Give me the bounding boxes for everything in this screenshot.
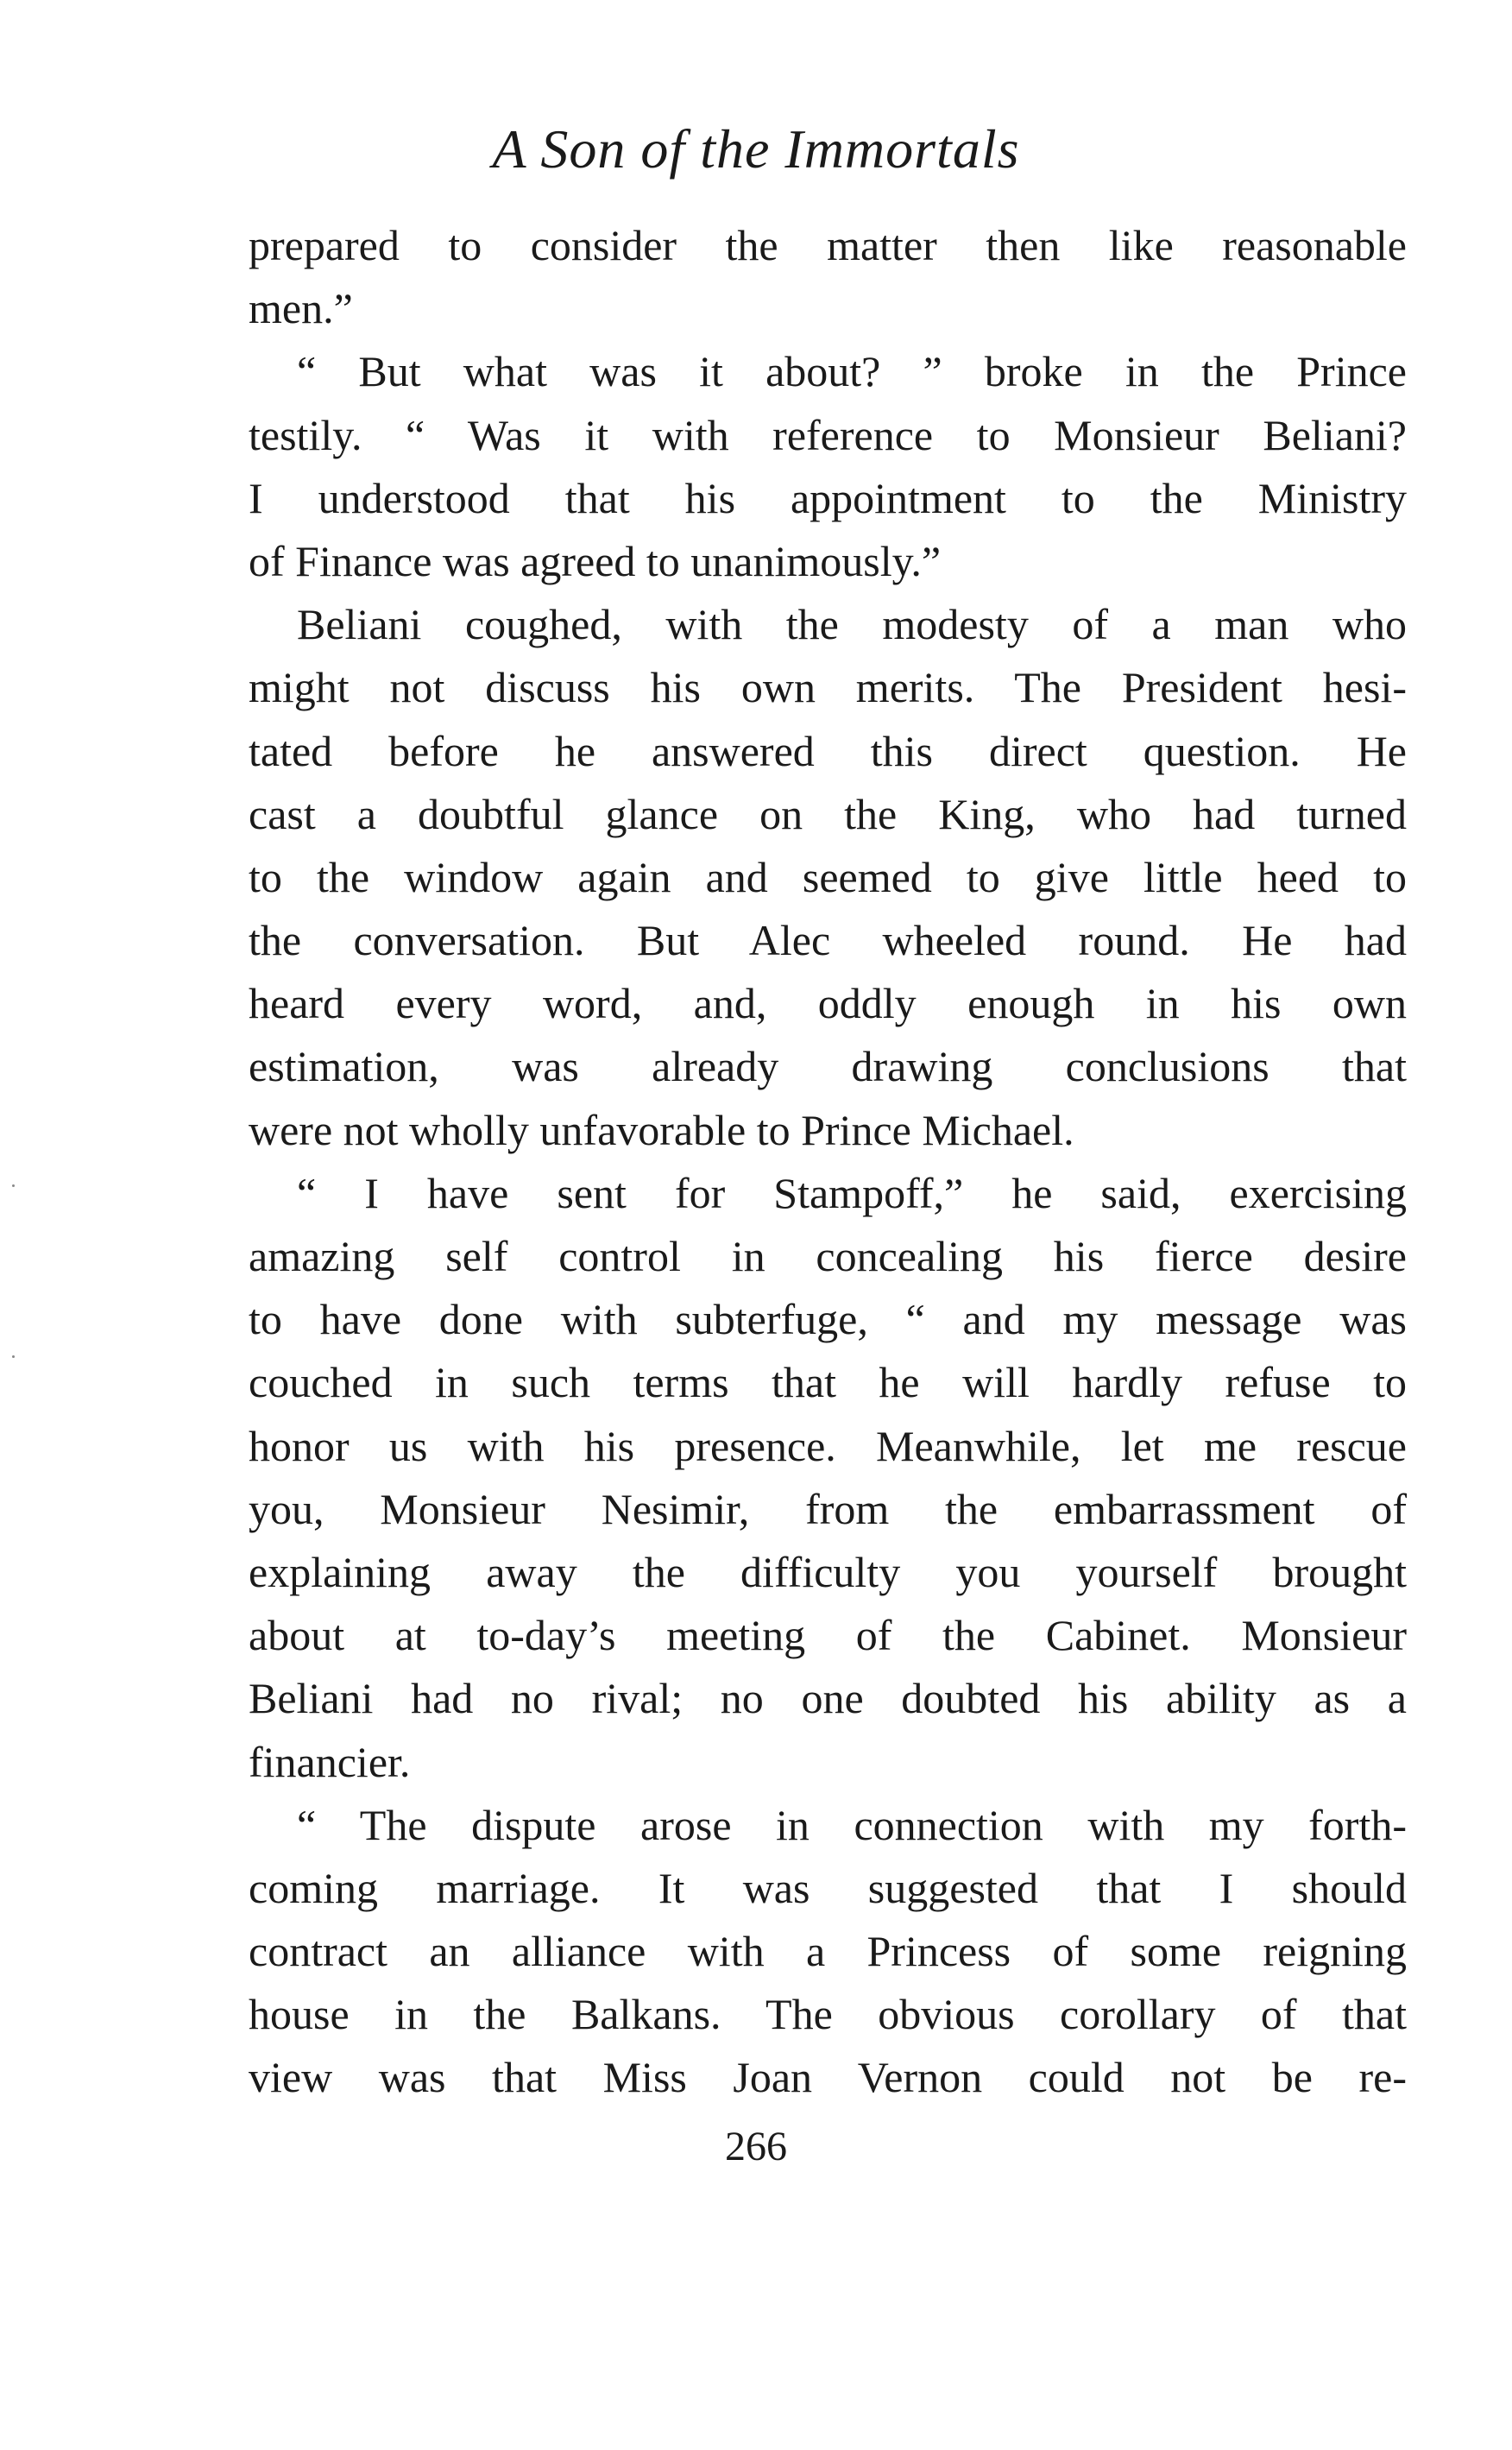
text-line: I understood that his appointment to the Ministry bbox=[249, 473, 1407, 522]
text-line: tated before he answered this direct question. He bbox=[249, 726, 1407, 775]
text-line: you, Monsieur Nesimir, from the embarrassment of bbox=[249, 1484, 1407, 1533]
text-line: amazing self control in concealing his fierce desire bbox=[249, 1232, 1407, 1280]
text-line: of Finance was agreed to unanimously.” bbox=[249, 536, 942, 585]
text-line: to have done with subterfuge, “ and my message was bbox=[249, 1295, 1407, 1344]
text-line: contract an alliance with a Princess of some reigning bbox=[249, 1927, 1407, 1976]
text-line: financier. bbox=[249, 1737, 411, 1786]
text-line: honor us with his presence. Meanwhile, let me rescue bbox=[249, 1421, 1407, 1470]
text-line: coming marriage. It was suggested that I should bbox=[249, 1863, 1407, 1912]
scan-speck bbox=[12, 1355, 15, 1358]
text-line: to the window again and seemed to give little heed to bbox=[249, 852, 1407, 901]
body-text bbox=[249, 214, 1407, 2110]
text-line: heard every word, and, oddly enough in his own bbox=[249, 979, 1407, 1028]
text-line: Beliani had no rival; no one doubted his ability as a bbox=[249, 1674, 1407, 1723]
page-number: 266 bbox=[725, 2124, 787, 2169]
text-line: the conversation. But Alec wheeled round. He had bbox=[249, 916, 1407, 965]
text-line: “ The dispute arose in connection with my forth- bbox=[297, 1800, 1407, 1849]
text-line: view was that Miss Joan Vernon could not be re- bbox=[249, 2053, 1407, 2102]
text-line: house in the Balkans. The obvious corollary of that bbox=[249, 1990, 1407, 2039]
text-line: “ I have sent for Stampoff,” he said, exercising bbox=[297, 1168, 1407, 1217]
text-line: Beliani coughed, with the modesty of a man who bbox=[297, 600, 1407, 649]
text-line: prepared to consider the matter then like reasonable bbox=[249, 221, 1407, 269]
text-line: cast a doubtful glance on the King, who had turned bbox=[249, 789, 1407, 838]
text-line: might not discuss his own merits. The President hesi- bbox=[249, 663, 1407, 712]
scan-speck bbox=[12, 1184, 15, 1187]
text-line: “ But what was it about? ” broke in the Prince bbox=[297, 347, 1407, 396]
text-line: testily. “ Was it with reference to Monsieur Beliani? bbox=[249, 410, 1407, 459]
text-line: estimation, was already drawing conclusions that bbox=[249, 1042, 1407, 1091]
running-title: A Son of the Immortals bbox=[492, 118, 1020, 180]
text-line: men.” bbox=[249, 284, 353, 333]
text-line: about at to-day’s meeting of the Cabinet. Monsieur bbox=[249, 1611, 1407, 1660]
text-line: couched in such terms that he will hardly refuse to bbox=[249, 1358, 1407, 1407]
text-line: explaining away the difficulty you yourself brought bbox=[249, 1547, 1407, 1596]
text-line: were not wholly unfavorable to Prince Michael. bbox=[249, 1105, 1074, 1154]
